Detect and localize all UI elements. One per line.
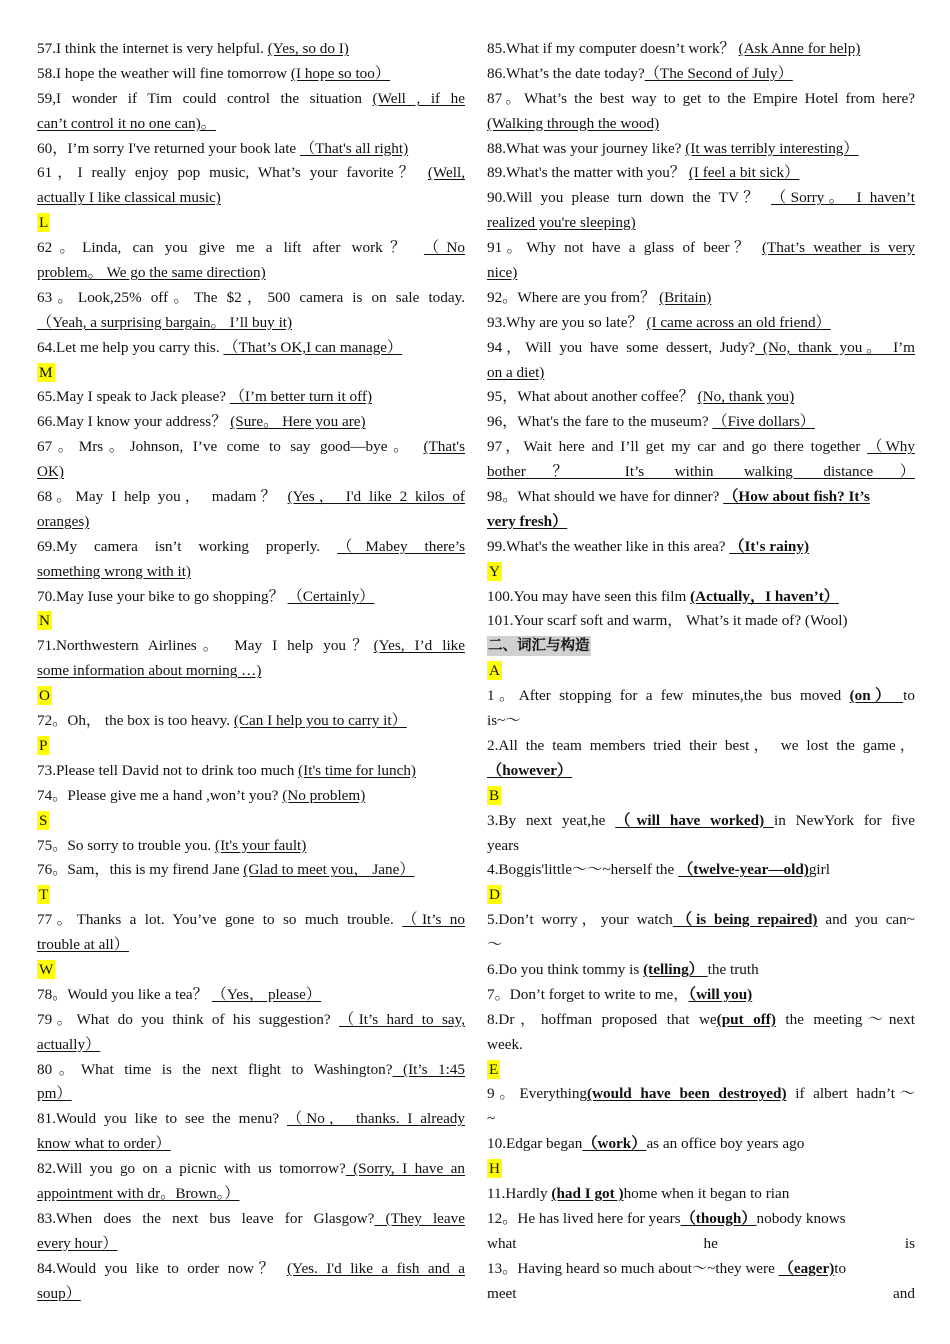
question-text: 91。Why not have a glass of beer？ [487, 239, 762, 257]
question-text: 88.What was your journey like? [487, 139, 686, 157]
question-text: 95，What about another coffee？ [487, 388, 698, 406]
question-text: 86.What’s the date today? [487, 64, 645, 82]
question-text: 70.May Iuse your bike to go shopping？ [37, 587, 288, 605]
question-text: what he is [487, 1234, 915, 1252]
answer-text: can’t control it no one can)。 [37, 114, 216, 132]
question-text: 6.Do you think tommy is [487, 960, 644, 978]
left_column-line [37, 1232, 465, 1257]
question-text: 82.Will you go on a picnic with us tomorrow? [37, 1160, 346, 1178]
right_column-line [487, 1282, 915, 1307]
answer-text: (put off) [716, 1010, 776, 1028]
question-text: 64.Let me help you carry this. [37, 338, 224, 356]
question-text: 73.Please tell David not to drink too much [37, 761, 299, 779]
answer-text: actually I like classical music) [37, 189, 221, 207]
answer-text: （No， thanks. I already [287, 1110, 465, 1128]
question-text: ～ [487, 936, 503, 954]
right_column-line [487, 286, 915, 311]
question-text: week. [487, 1035, 523, 1053]
answer-text: every hour） [37, 1234, 118, 1252]
question-text: 96，What's the fare to the museum? [487, 413, 713, 431]
index-letter: M [39, 363, 53, 381]
question-text: 61，I really enjoy pop music, What’s your favorite？ [37, 164, 428, 182]
answer-text: （however） [487, 761, 573, 779]
question-text: 69.My camera isn’t working properly. [37, 537, 338, 555]
left_column-line [37, 1132, 465, 1157]
question-text: 92。Where are you from？ [487, 288, 660, 306]
left_column-line [37, 87, 465, 112]
question-text: 84.Would you like to order now？ [37, 1259, 287, 1277]
left_column-line [37, 809, 465, 834]
answer-text: （That's all right) [299, 139, 409, 157]
right_column-line [487, 410, 915, 435]
answer-text: (No, thank you。 I’m [755, 338, 915, 356]
question-text: 4.Boggis'little～～~herself the [487, 861, 679, 879]
answer-text: (Britain) [659, 288, 712, 306]
left_column-line [37, 684, 465, 709]
answer-text: （twelve-year—old) [678, 861, 809, 879]
answer-text: （It's rainy) [729, 537, 810, 555]
answer-text: problem。 We go the same direction) [37, 264, 266, 282]
answer-text: （Yes， please） [211, 985, 322, 1003]
question-text: 98。What should we have for dinner? [487, 488, 724, 506]
answer-text: (It's your fault) [215, 836, 307, 854]
left_column-line [37, 161, 465, 186]
answer-text: (I feel a bit sick） [688, 164, 800, 182]
section-heading: 二、词汇与构造 [488, 638, 590, 655]
right_column-line [487, 211, 915, 236]
answer-text: (telling） [643, 960, 708, 978]
question-text: 101.Your scarf soft and warm， What’s it made of? (Wool) [487, 612, 848, 630]
answer-text: oranges) [37, 512, 90, 530]
question-text: 79。What do you think of his suggestion? [37, 1010, 339, 1028]
answer-text: （Why [867, 438, 915, 456]
right_column-line [487, 983, 915, 1008]
question-text: the meeting～next [775, 1010, 915, 1028]
answer-text: (Sure。 Here you are) [230, 413, 366, 431]
left_column-line [37, 1082, 465, 1107]
answer-text: (I hope so too） [290, 64, 391, 82]
question-text: 2.All the team members tried their best， we lost the game， [487, 736, 915, 754]
question-text: 63。Look,25% off。The $2，500 camera is on sale today. [37, 288, 465, 306]
answer-text: （Yeah, a surprising bargain。 I’ll buy it) [37, 313, 293, 331]
left_column-line [37, 1033, 465, 1058]
left_column-line [37, 485, 465, 510]
question-text: if albert hadn’t～ [786, 1085, 916, 1103]
question-text: 87。What’s the best way to get to the Empire Hotel from here? [487, 89, 915, 107]
answer-text: (Actually，I haven’t） [690, 587, 839, 605]
question-text: 80。What time is the next flight to Washington? [37, 1060, 393, 1078]
left_column-line [37, 1182, 465, 1207]
question-text: 58.I hope the weather will fine tomorrow [37, 64, 291, 82]
answer-text: (Yes. I'd like a fish and a [286, 1259, 465, 1277]
right_column-line [487, 1232, 915, 1257]
right_column-line [487, 734, 915, 759]
right_column-line [487, 958, 915, 983]
answer-text: (That's [423, 438, 465, 456]
left_column-line [37, 211, 465, 236]
answer-text: (No, thank you) [697, 388, 795, 406]
question-text: to [903, 687, 915, 705]
left_column-line [37, 1008, 465, 1033]
question-text: 66.May I know your address？ [37, 413, 231, 431]
right_column-line [487, 560, 915, 585]
answer-text: something wrong with it) [37, 562, 191, 580]
answer-text: (No problem) [282, 786, 366, 804]
question-text: 71.Northwestern Airlines。 May I help you？ [37, 637, 374, 655]
right-column [487, 37, 915, 1306]
right_column-line [487, 1157, 915, 1182]
answer-text: (It’s 1:45 [392, 1060, 465, 1078]
answer-text: very fresh） [487, 512, 568, 530]
question-text: ~ [487, 1110, 496, 1128]
answer-text: （will have worked) [615, 811, 774, 829]
answer-text: (on） [849, 687, 904, 705]
left_column-line [37, 834, 465, 859]
question-text: to [834, 1259, 847, 1277]
answer-text: （eager) [778, 1259, 835, 1277]
answer-text: (Yes, I’d like [373, 637, 465, 655]
question-text: 62。Linda, can you give me a lift after work？ [37, 239, 424, 257]
question-text: 94，Will you have some dessert, Judy? [487, 338, 756, 356]
answer-text: （is being repaired) [672, 911, 818, 929]
left_column-line [37, 883, 465, 908]
left_column-line [37, 286, 465, 311]
right_column-line [487, 1033, 915, 1058]
left_column-line [37, 410, 465, 435]
left_column-line [37, 1107, 465, 1132]
question-text: in NewYork for five [773, 811, 915, 829]
left_column-line [37, 186, 465, 211]
question-text: 100.You may have seen this film [487, 587, 691, 605]
answer-text: （It’s no [402, 911, 465, 929]
right_column-line [487, 261, 915, 286]
right_column-line [487, 1082, 915, 1107]
question-text: 8.Dr，hoffman proposed that we [487, 1010, 717, 1028]
index-letter: O [39, 687, 50, 705]
left_column-line [37, 460, 465, 485]
index-letter: L [39, 214, 49, 232]
question-text: 67。Mrs。Johnson, I’ve come to say good—bye。 [37, 438, 424, 456]
question-text: 11.Hardly [487, 1184, 552, 1202]
question-text: 89.What's the matter with you？ [487, 164, 689, 182]
answer-text: bother？ It’s within walking distance） [487, 463, 915, 481]
right_column-line [487, 460, 915, 485]
left_column-line [37, 311, 465, 336]
left_column-line [37, 137, 465, 162]
right_column-line [487, 137, 915, 162]
question-text: home when it began to rian [623, 1184, 790, 1202]
left_column-line [37, 261, 465, 286]
left_column-line [37, 759, 465, 784]
left_column-line [37, 361, 465, 386]
question-text: 13。Having heard so much about～~they were [487, 1259, 779, 1277]
question-text: 9。Everything [487, 1085, 588, 1103]
right_column-line [487, 684, 915, 709]
answer-text: (It's time for lunch) [298, 761, 416, 779]
index-letter: N [39, 612, 50, 630]
question-text: 76。Sam，this is my firend Jane [37, 861, 244, 879]
left_column-line [37, 784, 465, 809]
right_column-line [487, 510, 915, 535]
answer-text: (Yes， I'd like 2 kilos of [287, 488, 465, 506]
question-text: 5.Don’t worry，your watch [487, 911, 673, 929]
left_column-line [37, 1157, 465, 1182]
question-text: 57.I think the internet is very helpful. [37, 40, 268, 57]
answer-text: some information about morning …) [37, 662, 262, 680]
right_column-line [487, 1257, 915, 1282]
answer-text: （will you) [688, 985, 753, 1003]
answer-text: (Glad to meet you， Jane） [243, 861, 415, 879]
answer-text: （No [423, 239, 465, 257]
right_column-line [487, 858, 915, 883]
right_column-line [487, 161, 915, 186]
answer-text: pm） [37, 1085, 72, 1103]
left_column-line [37, 958, 465, 983]
right_column-line [487, 361, 915, 386]
left_column-line [37, 37, 465, 62]
question-text: 83.When does the next bus leave for Glasgow? [37, 1209, 375, 1227]
index-letter: A [489, 662, 500, 680]
right_column-line [487, 834, 915, 859]
answer-text: (Yes, so do I) [267, 40, 349, 57]
answer-text: (Sorry, I have an [345, 1160, 465, 1178]
left_column-line [37, 510, 465, 535]
left_column-line [37, 535, 465, 560]
left_column-line [37, 858, 465, 883]
answer-text: (had I got ) [551, 1184, 624, 1202]
question-text: meet and [487, 1284, 915, 1302]
right_column-line [487, 435, 915, 460]
left_column-line [37, 933, 465, 958]
answer-text: (That’s weather is very [761, 239, 916, 257]
right_column-line [487, 634, 915, 659]
left_column-line [37, 634, 465, 659]
question-text: and you can~ [817, 911, 915, 929]
question-text: 90.Will you please turn down the TV？ [487, 189, 772, 207]
question-text: 72。Oh， the box is too heavy. [37, 712, 234, 730]
answer-text: （Five dollars） [712, 413, 815, 431]
question-text: 7。Don’t forget to write to me， [487, 985, 689, 1003]
left_column-line [37, 1257, 465, 1282]
left_column-line [37, 659, 465, 684]
left_column-line [37, 236, 465, 261]
question-text: 81.Would you like to see the menu? [37, 1110, 288, 1128]
right_column-line [487, 37, 915, 62]
answer-text: soup） [37, 1284, 81, 1302]
left_column-line [37, 1058, 465, 1083]
answer-text: (I came across an old friend） [646, 313, 831, 331]
right_column-line [487, 311, 915, 336]
right_column-line [487, 1182, 915, 1207]
right_column-line [487, 485, 915, 510]
question-text: 75。So sorry to trouble you. [37, 836, 216, 854]
right_column-line [487, 535, 915, 560]
question-text: the truth [707, 960, 759, 978]
left_column-line [37, 585, 465, 610]
right_column-line [487, 908, 915, 933]
question-text: 12。He has lived here for years [487, 1209, 681, 1227]
answer-text: （The Second of July） [644, 64, 793, 82]
right_column-line [487, 1058, 915, 1083]
answer-text: (Can I help you to carry it） [233, 712, 407, 730]
question-text: 99.What's the weather like in this area? [487, 537, 730, 555]
question-text: 68。May I help you， madam？ [37, 488, 288, 506]
question-text: 59,I wonder if Tim could control the situation [37, 89, 373, 107]
index-letter: W [39, 960, 54, 978]
question-text: 85.What if my computer doesn’t work？ [487, 40, 739, 57]
right_column-line [487, 883, 915, 908]
index-letter: D [489, 886, 500, 904]
left_column-line [37, 62, 465, 87]
right_column-line [487, 933, 915, 958]
index-letter: E [489, 1060, 499, 1078]
left_column-line [37, 336, 465, 361]
question-text: 78。Would you like a tea？ [37, 985, 212, 1003]
right_column-line [487, 1132, 915, 1157]
right_column-line [487, 1008, 915, 1033]
answer-text: nice) [487, 264, 518, 282]
question-text: years [487, 836, 520, 854]
right_column-line [487, 87, 915, 112]
answer-text: (Walking through the wood) [487, 114, 660, 132]
right_column-line [487, 1107, 915, 1132]
right_column-line [487, 709, 915, 734]
question-text: 97，Wait here and I’ll get my car and go there together [487, 438, 868, 456]
right_column-line [487, 186, 915, 211]
left_column-line [37, 609, 465, 634]
right_column-line [487, 759, 915, 784]
index-letter: P [39, 736, 48, 754]
index-letter: S [39, 811, 48, 829]
answer-text: (Well, [427, 164, 465, 182]
index-letter: T [39, 886, 49, 904]
answer-text: （That’s OK,I can manage） [223, 338, 403, 356]
left_column-line [37, 385, 465, 410]
question-text: is~～ [487, 712, 521, 730]
left_column-line [37, 112, 465, 137]
right_column-line [487, 336, 915, 361]
answer-text: (would have been destroyed) [587, 1085, 787, 1103]
answer-text: (It was terribly interesting） [685, 139, 859, 157]
right_column-line [487, 385, 915, 410]
answer-text: know what to order） [37, 1135, 171, 1153]
answer-text: (They leave [374, 1209, 465, 1227]
left_column-line [37, 1207, 465, 1232]
answer-text: OK) [37, 463, 64, 481]
left_column-line [37, 560, 465, 585]
answer-text: （Sorry。 I haven’t [771, 189, 915, 207]
left_column-line [37, 1282, 465, 1307]
question-text: 10.Edgar began [487, 1135, 583, 1153]
answer-text: （though） [680, 1209, 757, 1227]
answer-text: trouble at all） [37, 936, 129, 954]
answer-text: （work） [582, 1135, 647, 1153]
question-text: 3.By next yeat,he [487, 811, 616, 829]
answer-text: (Ask Anne for help) [738, 40, 861, 57]
right_column-line [487, 112, 915, 137]
right_column-line [487, 1207, 915, 1232]
right_column-line [487, 809, 915, 834]
left_column-line [37, 435, 465, 460]
answer-text: (Well , if he [372, 89, 465, 107]
answer-text: （I’m better turn it off) [229, 388, 373, 406]
left-column [37, 37, 465, 1306]
answer-text: actually） [37, 1035, 101, 1053]
question-text: 65.May I speak to Jack please? [37, 388, 230, 406]
right_column-line [487, 659, 915, 684]
question-text: 74。Please give me a hand ,won’t you? [37, 786, 283, 804]
index-letter: B [489, 786, 500, 804]
right_column-line [487, 236, 915, 261]
left_column-line [37, 983, 465, 1008]
right_column-line [487, 784, 915, 809]
question-text: nobody knows [756, 1209, 846, 1227]
answer-text: （It’s hard to say, [339, 1010, 466, 1028]
question-text: as an office boy years ago [646, 1135, 805, 1153]
answer-text: （Mabey there’s [337, 537, 466, 555]
left_column-line [37, 734, 465, 759]
question-text: girl [808, 861, 830, 879]
question-text: 1。After stopping for a few minutes,the bus moved [487, 687, 850, 705]
question-text: 93.Why are you so late？ [487, 313, 647, 331]
answer-text: on a diet) [487, 363, 545, 381]
answer-text: （Certainly） [287, 587, 375, 605]
answer-text: realized you're sleeping) [487, 214, 636, 232]
left_column-line [37, 908, 465, 933]
question-text: 77。Thanks a lot. You’ve gone to so much trouble. [37, 911, 403, 929]
left_column-line [37, 709, 465, 734]
question-text: 60，I’m sorry I've returned your book late [37, 139, 300, 157]
right_column-line [487, 585, 915, 610]
index-letter: H [489, 1160, 500, 1178]
right_column-line [487, 62, 915, 87]
right_column-line [487, 609, 915, 634]
index-letter: Y [489, 562, 500, 580]
answer-text: （How about fish? It’s [723, 488, 870, 506]
answer-text: appointment with dr。Brown。） [37, 1184, 240, 1202]
